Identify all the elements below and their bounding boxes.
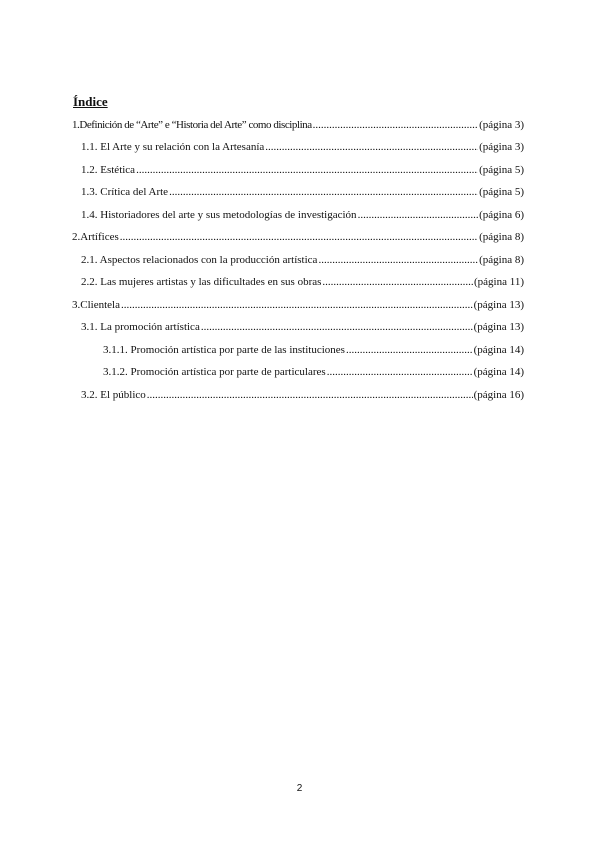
dot-leader [201, 319, 473, 335]
dot-leader [327, 364, 473, 380]
dot-leader [313, 117, 478, 133]
toc-entry-label: 1.3. Crítica del Arte [81, 186, 169, 198]
toc-entry-label: 1.Definición de “Arte” e “Historia del Arte” como disciplina [72, 119, 312, 131]
toc-entry-page: (página 8) [479, 254, 524, 266]
toc-entry-chapter-3[interactable] [72, 297, 524, 313]
toc-entry-chapter-1[interactable] [72, 117, 524, 133]
dot-leader [120, 229, 478, 245]
toc-entry-label: 2.Artífices [72, 231, 119, 243]
dot-leader [121, 297, 473, 313]
toc-entry-page: (página 16) [473, 389, 524, 401]
toc-entry-label: 3.1.1. Promoción artística por parte de las instituciones [103, 344, 345, 356]
toc-entry-section-2-1[interactable] [81, 252, 524, 268]
toc-entry-label: 2.1. Aspectos relacionados con la producción artística [81, 254, 318, 266]
toc-entry-subsection-3-1-1[interactable] [103, 342, 524, 358]
dot-leader [169, 184, 478, 200]
dot-leader [322, 274, 473, 290]
toc-title: Índice [73, 94, 108, 109]
toc-entry-page: (página 3) [479, 141, 524, 153]
toc-entry-section-3-2[interactable] [81, 387, 524, 403]
toc-entry-label: 2.2. Las mujeres artistas y las dificultades en sus obras [81, 276, 322, 288]
toc-entry-page: (página 8) [479, 231, 524, 243]
toc-entry-page: (página 13) [473, 321, 524, 333]
toc-entry-section-1-2[interactable] [81, 162, 524, 178]
toc-entry-section-2-2[interactable] [81, 274, 524, 290]
dot-leader [358, 207, 479, 223]
toc-entry-page: (página 5) [479, 164, 524, 176]
dot-leader [147, 387, 473, 403]
toc-entry-label: 3.1. La promoción artística [81, 321, 200, 333]
toc-entry-page: (página 11) [474, 276, 524, 288]
toc-entry-label: 1.1. El Arte y su relación con la Artesanía [81, 141, 265, 153]
dot-leader [265, 139, 478, 155]
toc-entry-label: 3.2. El público [81, 389, 146, 401]
dot-leader [318, 252, 478, 268]
dot-leader [346, 342, 473, 358]
toc-entry-page: (página 14) [473, 366, 524, 378]
toc-entry-section-1-1[interactable] [81, 139, 524, 155]
toc-entry-page: (página 14) [473, 344, 524, 356]
toc-entry-label: 1.2. Estética [81, 164, 136, 176]
toc-entry-page: (página 6) [479, 209, 524, 221]
dot-leader [136, 162, 478, 178]
toc-entry-label: 3.Clientela [72, 299, 120, 311]
toc-entry-section-3-1[interactable] [81, 319, 524, 335]
toc-entry-page: (página 13) [473, 299, 524, 311]
toc-entry-chapter-2[interactable] [72, 229, 524, 245]
toc-entry-section-1-3[interactable] [81, 184, 524, 200]
toc-entry-page: (página 5) [479, 186, 524, 198]
toc-entry-label: 3.1.2. Promoción artística por parte de particulares [103, 366, 326, 378]
toc-entry-subsection-3-1-2[interactable] [103, 364, 524, 380]
toc-entry-section-1-4[interactable] [81, 207, 524, 223]
toc-entry-label: 1.4. Historiadores del arte y sus metodologías de investigación [81, 209, 357, 221]
toc-entry-page: (página 3) [479, 119, 524, 131]
page-number: 2 [296, 783, 303, 794]
